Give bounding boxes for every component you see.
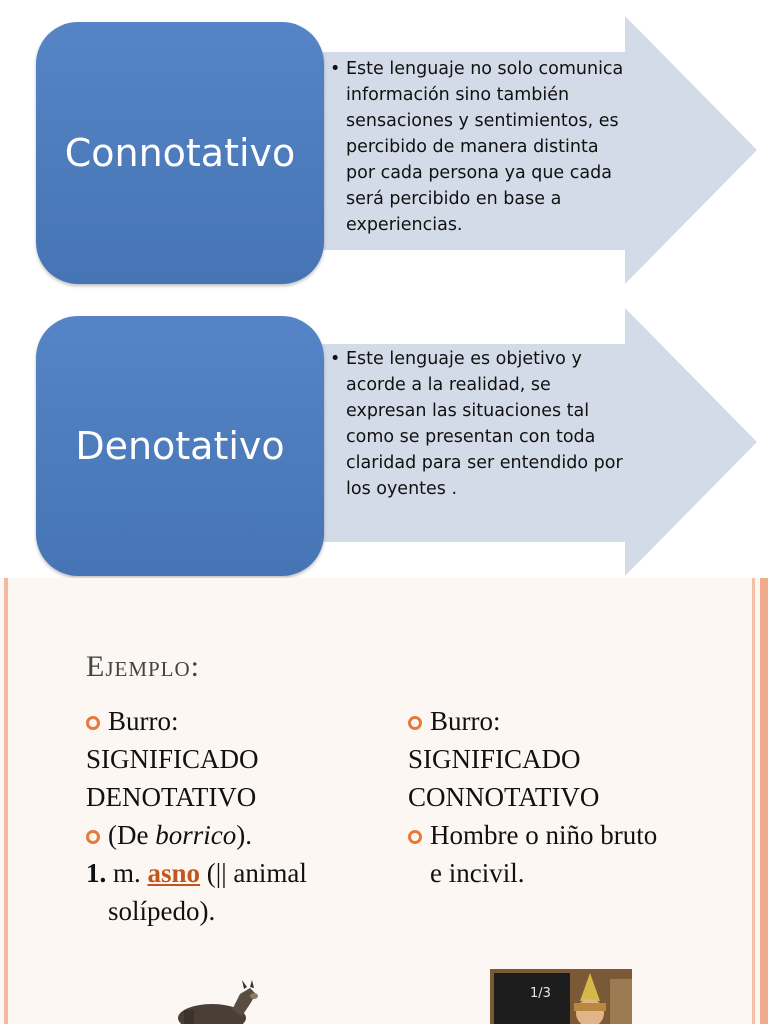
meaning-label: SIGNIFICADO [86, 744, 259, 774]
description-line: expresan las situaciones tal [346, 401, 590, 421]
meaning-label: CONNOTATIVO [408, 782, 600, 812]
chalkboard-image [490, 969, 632, 1024]
description-line: • Este lenguaje es objetivo y [328, 346, 658, 372]
term-label: Denotativo [75, 424, 285, 468]
term-box-denotativo [36, 316, 324, 576]
term-label: Connotativo [64, 131, 296, 175]
asno-link[interactable]: asno [147, 858, 201, 888]
description-line: sensaciones y sentimientos, es [346, 111, 619, 131]
meaning-label: SIGNIFICADO [408, 744, 581, 774]
term-box-connotativo [36, 22, 324, 284]
slide-border-right [752, 578, 755, 1024]
description-line: por cada persona ya que cada [346, 163, 612, 183]
description-line: claridad para ser entendido por [346, 453, 623, 473]
description-line: • Este lenguaje no solo comunica [328, 56, 658, 82]
definition: Hombre o niño bruto [408, 816, 728, 854]
description-line: percibido de manera distinta [346, 137, 599, 157]
svg-text:1/3: 1/3 [530, 986, 551, 1001]
dictionary-sense: 1. m. asno (|| animal [86, 858, 307, 888]
description-connotativo [328, 56, 658, 238]
description-line: acorde a la realidad, se [346, 375, 551, 395]
denotative-column [86, 702, 396, 930]
description-line: como se presentan con toda [346, 427, 596, 447]
definition-cont: e incivil. [430, 858, 525, 888]
description-line: será percibido en base a [346, 189, 562, 209]
meaning-label: DENOTATIVO [86, 782, 257, 812]
example-slide [0, 578, 768, 1024]
slide-border-right-outer [760, 578, 768, 1024]
description-denotativo [328, 346, 658, 502]
connotative-column [408, 702, 728, 892]
donkey-image [170, 980, 262, 1024]
description-line: información sino también [346, 85, 570, 105]
etymology: (De borrico). [86, 816, 396, 854]
dictionary-sense-cont: solípedo). [108, 896, 216, 926]
slide-heading: Ejemplo: [86, 650, 201, 683]
word-entry: Burro: [408, 702, 728, 740]
description-line: experiencias. [346, 215, 463, 235]
word-entry: Burro: [86, 702, 396, 740]
description-line: los oyentes . [346, 479, 458, 499]
slide-border-left [4, 578, 8, 1024]
